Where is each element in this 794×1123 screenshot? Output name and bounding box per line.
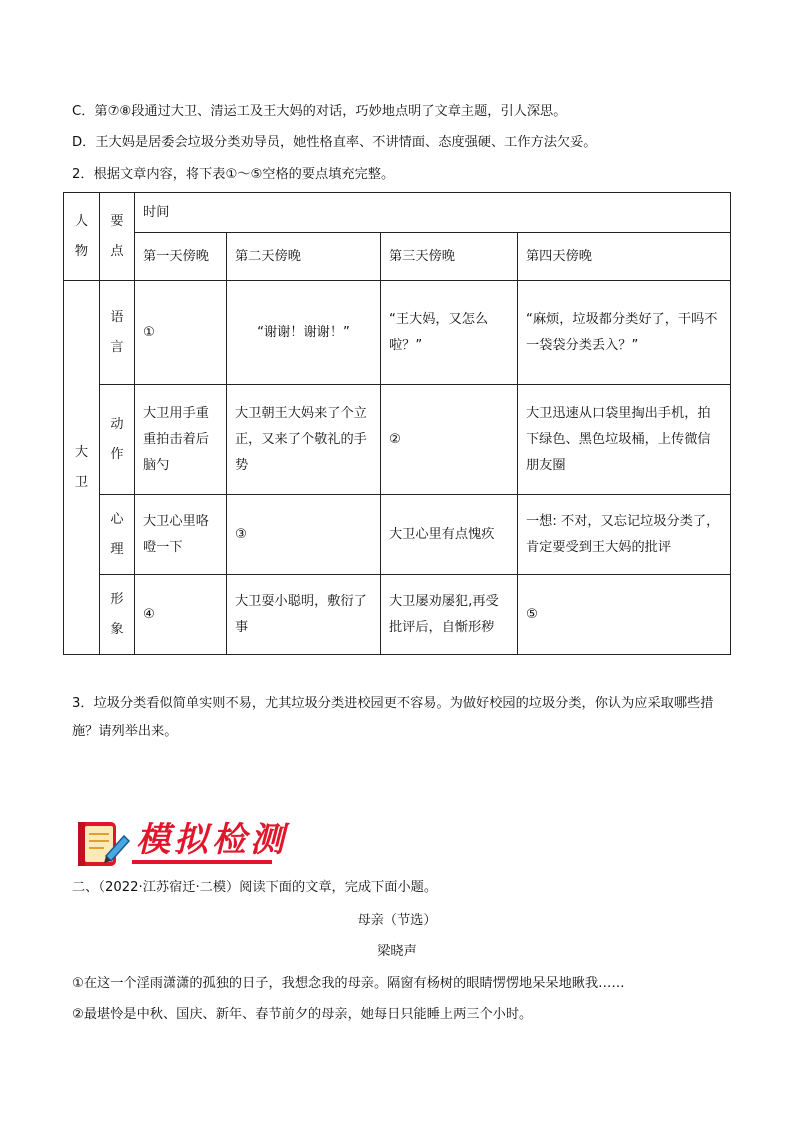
- table-row: [64, 575, 731, 655]
- table-cell: 大卫心里有点愧疚: [381, 495, 518, 575]
- row-label: 语言: [100, 281, 135, 385]
- row-label: 形象: [100, 575, 135, 655]
- table-cell: 大卫屡劝屡犯,再受批评后，自惭形秽: [381, 575, 518, 655]
- table-row: [64, 281, 731, 385]
- table-cell: 大卫朝王大妈来了个立正，又来了个敬礼的手势: [227, 385, 381, 495]
- table-cell: ①: [135, 281, 227, 385]
- answer-table: [63, 192, 731, 655]
- banner-underline: [132, 860, 272, 864]
- banner-title: 模拟检测: [136, 820, 288, 860]
- row-label: 动作: [100, 385, 135, 495]
- table-cell: 大卫用手重重拍击着后脑勺: [135, 385, 227, 495]
- article-author: 梁晓声: [377, 944, 417, 959]
- section-2-heading: 二、（2022·江苏宿迁·二模）阅读下面的文章，完成下面小题。: [72, 880, 438, 895]
- day-4: 第四天傍晚: [518, 233, 731, 281]
- table-cell: 大卫心里咯噔一下: [135, 495, 227, 575]
- question-2: 2．根据文章内容，将下表①～⑤空格的要点填充完整。: [72, 167, 395, 182]
- table-cell: “麻烦，垃圾都分类好了，干吗不一袋袋分类丢入？”: [518, 281, 731, 385]
- row-label: 心理: [100, 495, 135, 575]
- question-3: 3．垃圾分类看似简单实则不易，尤其垃圾分类进校园更不容易。为做好校园的垃圾分类，你认为应采取哪些措施？请列举出来。: [72, 696, 714, 739]
- header-time: 时间: [135, 193, 731, 233]
- table-cell: 大卫迅速从口袋里掏出手机，拍下绿色、黑色垃圾桶，上传微信朋友圈: [518, 385, 731, 495]
- article-paragraph-2: ②最堪怜是中秋、国庆、新年、春节前夕的母亲，她每日只能睡上两三个小时。: [72, 1007, 533, 1022]
- person-cell: 大卫: [64, 281, 100, 655]
- table-cell: 大卫耍小聪明，敷衍了事: [227, 575, 381, 655]
- table-row: [64, 385, 731, 495]
- header-person: 人物: [64, 193, 100, 281]
- day-2: 第二天傍晚: [227, 233, 381, 281]
- table-cell: ⑤: [518, 575, 731, 655]
- table-cell: ③: [227, 495, 381, 575]
- day-3: 第三天傍晚: [381, 233, 518, 281]
- table-cell: “谢谢！谢谢！”: [227, 281, 381, 385]
- header-points: 要点: [100, 193, 135, 281]
- table-row: [64, 495, 731, 575]
- table-cell: “王大妈，又怎么啦？”: [381, 281, 518, 385]
- day-1: 第一天傍晚: [135, 233, 227, 281]
- table-cell: 一想: 不对，又忘记垃圾分类了，肯定要受到王大妈的批评: [518, 495, 731, 575]
- article-title: 母亲（节选）: [357, 913, 437, 928]
- table-cell: ④: [135, 575, 227, 655]
- table-cell: ②: [381, 385, 518, 495]
- article-paragraph-1: ①在这一个淫雨潇潇的孤独的日子，我想念我的母亲。隔窗有杨树的眼睛愣愣地呆呆地瞅我……: [72, 976, 625, 991]
- option-d: D．王大妈是居委会垃圾分类劝导员，她性格直率、不讲情面、态度强硬、工作方法欠妥。: [72, 135, 597, 150]
- option-c: C．第⑦⑧段通过大卫、清运工及王大妈的对话，巧妙地点明了文章主题，引人深思。: [72, 104, 567, 119]
